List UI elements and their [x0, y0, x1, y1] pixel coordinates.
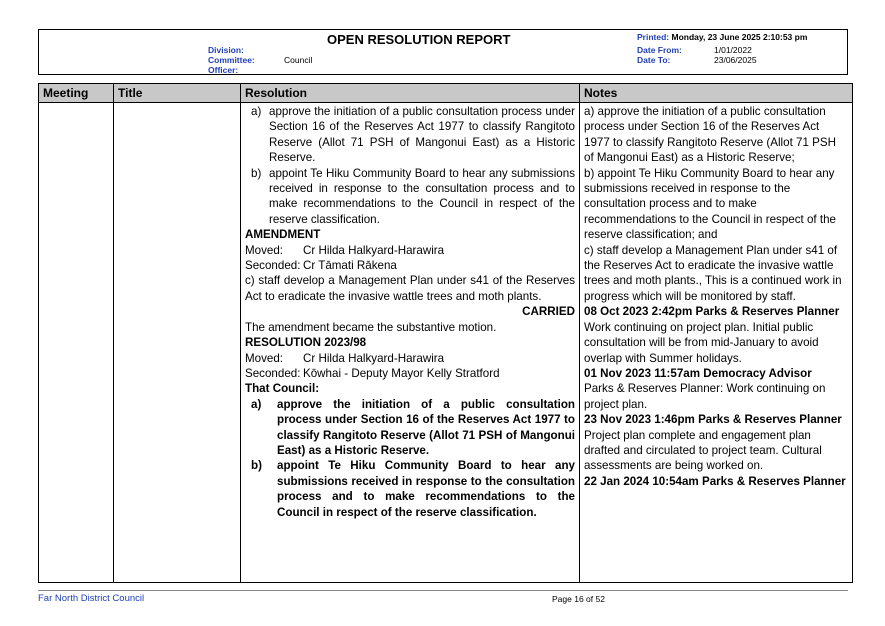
- moved-line: [245, 243, 575, 258]
- list-item: [245, 104, 575, 166]
- carried-label: CARRIED: [522, 305, 575, 319]
- list-item: [245, 166, 575, 228]
- meeting-cell: [39, 103, 114, 583]
- note-heading: 01 Nov 2023 11:57am Democracy Advisor: [584, 366, 812, 380]
- item-text: appoint Te Hiku Community Board to hear any submissions received in response to the consultation process and to make recommendations to the Council in respect of the reserve classification.: [277, 459, 575, 519]
- report-title: OPEN RESOLUTION REPORT: [327, 32, 511, 47]
- page-footer: [38, 590, 848, 604]
- resolution-heading: RESOLUTION 2023/98: [245, 336, 367, 350]
- moved-value: Cr Hilda Halkyard-Harawira: [303, 351, 445, 365]
- division-label: Division:: [208, 45, 244, 55]
- list-item: [245, 397, 575, 459]
- date-to-label: Date To:: [637, 55, 671, 65]
- amendment-text: c) staff develop a Management Plan under s41 of the Reserves Act to eradicate the invasive wattle trees and moth plants.: [245, 274, 575, 303]
- seconded-value: Cr Tāmati Rākena: [303, 259, 397, 273]
- note-paragraph: b) appoint Te Hiku Community Board to hear any submissions received in response to the consultation process and to make recommendations to the Council in respect of the reserve classification; and: [584, 166, 836, 242]
- column-meeting: Meeting: [39, 84, 114, 103]
- item-text: appoint Te Hiku Community Board to hear any submissions received in response to the consultation process and to make recommendations to the Council in respect of the reserve classification.: [269, 166, 575, 226]
- date-from-label: Date From:: [637, 45, 682, 55]
- column-notes: Notes: [580, 84, 853, 103]
- committee-value: Council: [284, 55, 313, 65]
- seconded-label: Seconded:: [245, 366, 301, 380]
- note-paragraph: c) staff develop a Management Plan under s41 of the Reserves Act to eradicate the invasive wattle trees and moth plants., This is a continued work in progress which will be monitored by staff.: [584, 243, 842, 303]
- report-header: [38, 29, 848, 75]
- seconded-line: [245, 366, 575, 381]
- column-title: Title: [114, 84, 241, 103]
- printed-label: Printed:: [637, 32, 670, 42]
- column-resolution: Resolution: [241, 84, 580, 103]
- committee-label: Committee:: [208, 55, 255, 65]
- notes-cell: [580, 103, 853, 583]
- table-header-row: [39, 84, 853, 103]
- item-marker: a): [251, 397, 262, 411]
- substantive-note: The amendment became the substantive motion.: [245, 320, 497, 334]
- note-heading: 23 Nov 2023 1:46pm Parks & Reserves Planner: [584, 413, 842, 427]
- list-item: [245, 458, 575, 520]
- resolution-table: [38, 83, 853, 583]
- note-paragraph: Project plan complete and engagement plan drafted and circulated to project team. Cultural assessments are being worked on.: [584, 428, 822, 473]
- title-cell: [114, 103, 241, 583]
- note-paragraph: Work continuing on project plan. Initial public consultation will be from mid-January to avoid overlap with Summer holidays.: [584, 320, 819, 365]
- note-heading: 08 Oct 2023 2:42pm Parks & Reserves Planner: [584, 305, 840, 319]
- seconded-value: Kōwhai - Deputy Mayor Kelly Stratford: [303, 366, 500, 380]
- moved-line: [245, 351, 575, 366]
- note-heading: 22 Jan 2024 10:54am Parks & Reserves Planner: [584, 474, 846, 488]
- amendment-heading: AMENDMENT: [245, 228, 321, 242]
- date-from-value: 1/01/2022: [714, 45, 752, 55]
- seconded-line: [245, 258, 575, 273]
- table-row: [39, 103, 853, 583]
- item-text: approve the initiation of a public consultation process under Section 16 of the Reserves Act 1977 to classify Rangitoto Reserve (Allot 71 PSH of Mangonui East) as a Historic Reserve.: [269, 105, 575, 165]
- item-marker: a): [251, 105, 262, 118]
- page-number: Page 16 of 52: [552, 594, 605, 604]
- organisation-name: Far North District Council: [38, 593, 145, 604]
- printed-value: Monday, 23 June 2025 2:10:53 pm: [671, 32, 808, 42]
- that-council: That Council:: [245, 382, 320, 396]
- item-marker: b): [251, 166, 262, 180]
- printed-info: [637, 32, 807, 42]
- date-to-value: 23/06/2025: [714, 55, 757, 65]
- item-text: approve the initiation of a public consultation process under Section 16 of the Reserves Act 1977 to classify Rangitoto Reserve (Allot 71 PSH of Mangonui East) as a Historic Reserve.: [277, 397, 575, 457]
- moved-label: Moved:: [245, 243, 284, 257]
- note-paragraph: Parks & Reserves Planner: Work continuing on project plan.: [584, 382, 826, 411]
- item-marker: b): [251, 459, 262, 473]
- note-paragraph: a) approve the initiation of a public consultation process under Section 16 of the Reserves Act 1977 to classify Rangitoto Reserve (Allot 71 PSH of Mangonui East) as a Historic Reserve;: [584, 105, 836, 165]
- seconded-label: Seconded:: [245, 259, 301, 273]
- moved-label: Moved:: [245, 351, 284, 365]
- moved-value: Cr Hilda Halkyard-Harawira: [303, 243, 445, 257]
- officer-label: Officer:: [208, 65, 239, 75]
- resolution-cell: [241, 103, 580, 583]
